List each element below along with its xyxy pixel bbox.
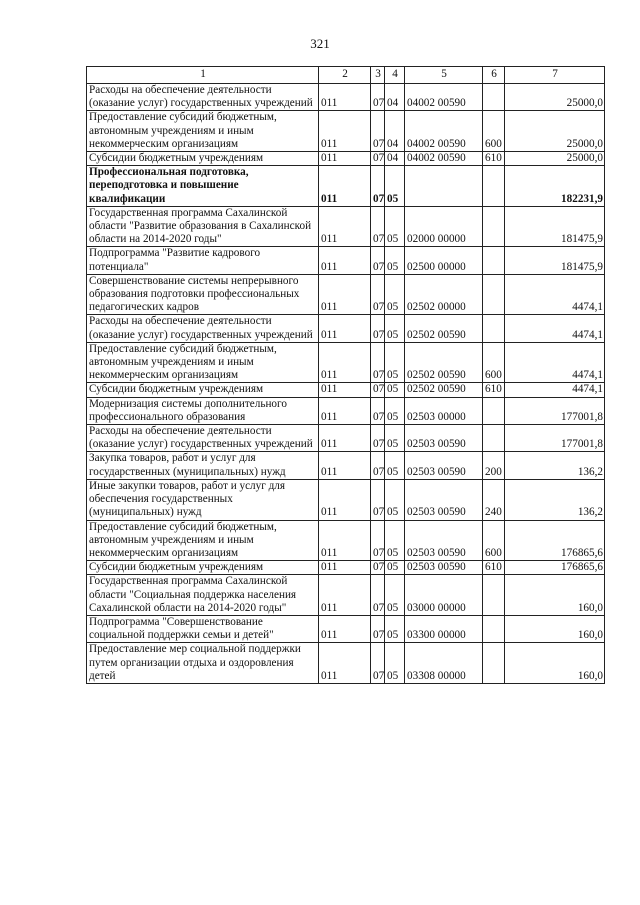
table-row	[87, 111, 605, 152]
item-name: Иные закупки товаров, работ и услуг для обеспечения государственных (муниципальных) нужд	[87, 479, 319, 520]
expense-type-code	[483, 274, 505, 315]
item-name: Предоставление субсидий бюджетным, автономным учреждениям и иным некоммерческим организациям	[87, 342, 319, 383]
section-code: 07	[371, 561, 385, 575]
subsection-code: 05	[385, 166, 405, 207]
table-row	[87, 152, 605, 166]
amount-value: 177001,8	[505, 397, 605, 424]
amount-value: 177001,8	[505, 425, 605, 452]
item-name: Расходы на обеспечение деятельности (оказание услуг) государственных учреждений	[87, 425, 319, 452]
subsection-code: 05	[385, 615, 405, 642]
target-article-code: 02503 00590	[405, 425, 483, 452]
subsection-code: 05	[385, 274, 405, 315]
admin-code: 011	[319, 383, 371, 397]
table-row	[87, 206, 605, 247]
section-code: 07	[371, 152, 385, 166]
column-header: 3	[371, 67, 385, 84]
page-number: 321	[310, 36, 330, 51]
admin-code: 011	[319, 452, 371, 479]
expense-type-code	[483, 425, 505, 452]
target-article-code: 02503 00590	[405, 452, 483, 479]
expense-type-code: 240	[483, 479, 505, 520]
admin-code: 011	[319, 479, 371, 520]
amount-value: 4474,1	[505, 383, 605, 397]
item-name: Совершенствование системы непрерывного образования подготовки профессиональных педагогических кадров	[87, 274, 319, 315]
section-code: 07	[371, 575, 385, 616]
table-row	[87, 166, 605, 207]
amount-value: 160,0	[505, 615, 605, 642]
target-article-code: 02502 00000	[405, 274, 483, 315]
target-article-code: 03300 00000	[405, 615, 483, 642]
admin-code: 011	[319, 111, 371, 152]
subsection-code: 05	[385, 315, 405, 342]
admin-code: 011	[319, 425, 371, 452]
expense-type-code	[483, 166, 505, 207]
item-name: Государственная программа Сахалинской области "Социальная поддержка населения Сахалинской области на 2014-2020 годы"	[87, 575, 319, 616]
expense-type-code: 610	[483, 383, 505, 397]
expense-type-code	[483, 643, 505, 684]
admin-code: 011	[319, 561, 371, 575]
column-header: 7	[505, 67, 605, 84]
target-article-code: 02502 00590	[405, 342, 483, 383]
target-article-code: 02000 00000	[405, 206, 483, 247]
subsection-code: 05	[385, 397, 405, 424]
amount-value: 181475,9	[505, 206, 605, 247]
table-row	[87, 452, 605, 479]
section-code: 07	[371, 111, 385, 152]
expense-type-code	[483, 575, 505, 616]
item-name: Предоставление субсидий бюджетным, автономным учреждениям и иным некоммерческим организациям	[87, 111, 319, 152]
amount-value: 160,0	[505, 643, 605, 684]
expense-type-code: 600	[483, 520, 505, 561]
table-row	[87, 383, 605, 397]
expense-type-code: 610	[483, 561, 505, 575]
section-code: 07	[371, 166, 385, 207]
subsection-code: 04	[385, 152, 405, 166]
subsection-code: 05	[385, 520, 405, 561]
subsection-code: 05	[385, 479, 405, 520]
table-row	[87, 520, 605, 561]
item-name: Субсидии бюджетным учреждениям	[87, 561, 319, 575]
item-name: Подпрограмма "Совершенствование социальной поддержки семьи и детей"	[87, 615, 319, 642]
table-row	[87, 425, 605, 452]
expense-type-code	[483, 247, 505, 274]
amount-value: 25000,0	[505, 111, 605, 152]
expense-type-code: 600	[483, 342, 505, 383]
section-code: 07	[371, 643, 385, 684]
admin-code: 011	[319, 342, 371, 383]
expense-type-code	[483, 397, 505, 424]
admin-code: 011	[319, 615, 371, 642]
section-code: 07	[371, 615, 385, 642]
amount-value: 4474,1	[505, 315, 605, 342]
item-name: Государственная программа Сахалинской области "Развитие образования в Сахалинской области на 2014-2020 годы"	[87, 206, 319, 247]
expense-type-code: 600	[483, 111, 505, 152]
table-row	[87, 247, 605, 274]
admin-code: 011	[319, 397, 371, 424]
target-article-code: 03000 00000	[405, 575, 483, 616]
section-code: 07	[371, 383, 385, 397]
subsection-code: 05	[385, 561, 405, 575]
item-name: Предоставление мер социальной поддержки путем организации отдыха и оздоровления детей	[87, 643, 319, 684]
admin-code: 011	[319, 315, 371, 342]
column-header: 5	[405, 67, 483, 84]
amount-value: 4474,1	[505, 274, 605, 315]
table-row	[87, 342, 605, 383]
amount-value: 182231,9	[505, 166, 605, 207]
target-article-code: 02502 00590	[405, 315, 483, 342]
item-name: Предоставление субсидий бюджетным, автономным учреждениям и иным некоммерческим организациям	[87, 520, 319, 561]
admin-code: 011	[319, 575, 371, 616]
section-code: 07	[371, 274, 385, 315]
item-name: Расходы на обеспечение деятельности (оказание услуг) государственных учреждений	[87, 315, 319, 342]
amount-value: 25000,0	[505, 84, 605, 111]
table-row	[87, 479, 605, 520]
section-code: 07	[371, 206, 385, 247]
column-header: 2	[319, 67, 371, 84]
subsection-code: 05	[385, 206, 405, 247]
target-article-code: 04002 00590	[405, 111, 483, 152]
column-header: 4	[385, 67, 405, 84]
table-row	[87, 561, 605, 575]
amount-value: 176865,6	[505, 561, 605, 575]
target-article-code: 02503 00590	[405, 479, 483, 520]
table-row	[87, 274, 605, 315]
target-article-code: 03308 00000	[405, 643, 483, 684]
section-code: 07	[371, 425, 385, 452]
amount-value: 25000,0	[505, 152, 605, 166]
subsection-code: 05	[385, 247, 405, 274]
subsection-code: 04	[385, 111, 405, 152]
admin-code: 011	[319, 247, 371, 274]
amount-value: 136,2	[505, 479, 605, 520]
amount-value: 181475,9	[505, 247, 605, 274]
admin-code: 011	[319, 166, 371, 207]
section-code: 07	[371, 84, 385, 111]
table-row	[87, 575, 605, 616]
amount-value: 176865,6	[505, 520, 605, 561]
section-code: 07	[371, 315, 385, 342]
column-header: 6	[483, 67, 505, 84]
amount-value: 4474,1	[505, 342, 605, 383]
section-code: 07	[371, 397, 385, 424]
target-article-code: 02502 00590	[405, 383, 483, 397]
item-name: Закупка товаров, работ и услуг для государственных (муниципальных) нужд	[87, 452, 319, 479]
admin-code: 011	[319, 206, 371, 247]
target-article-code: 04002 00590	[405, 152, 483, 166]
item-name: Модернизация системы дополнительного профессионального образования	[87, 397, 319, 424]
budget-table	[86, 66, 605, 684]
expense-type-code: 610	[483, 152, 505, 166]
amount-value: 160,0	[505, 575, 605, 616]
amount-value: 136,2	[505, 452, 605, 479]
table-row	[87, 84, 605, 111]
section-code: 07	[371, 452, 385, 479]
item-name: Субсидии бюджетным учреждениям	[87, 152, 319, 166]
item-name: Профессиональная подготовка, переподготовка и повышение квалификации	[87, 166, 319, 207]
target-article-code: 04002 00590	[405, 84, 483, 111]
admin-code: 011	[319, 84, 371, 111]
target-article-code: 02503 00590	[405, 520, 483, 561]
subsection-code: 04	[385, 84, 405, 111]
expense-type-code	[483, 615, 505, 642]
target-article-code: 02503 00000	[405, 397, 483, 424]
subsection-code: 05	[385, 342, 405, 383]
expense-type-code	[483, 315, 505, 342]
target-article-code: 02503 00590	[405, 561, 483, 575]
target-article-code: 02500 00000	[405, 247, 483, 274]
admin-code: 011	[319, 152, 371, 166]
target-article-code	[405, 166, 483, 207]
column-header: 1	[87, 67, 319, 84]
subsection-code: 05	[385, 575, 405, 616]
item-name: Подпрограмма "Развитие кадрового потенциала"	[87, 247, 319, 274]
table-row	[87, 643, 605, 684]
admin-code: 011	[319, 520, 371, 561]
item-name: Субсидии бюджетным учреждениям	[87, 383, 319, 397]
subsection-code: 05	[385, 643, 405, 684]
table-row	[87, 315, 605, 342]
column-header-row	[87, 67, 605, 84]
section-code: 07	[371, 479, 385, 520]
table-row	[87, 397, 605, 424]
admin-code: 011	[319, 274, 371, 315]
expense-type-code	[483, 206, 505, 247]
expense-type-code: 200	[483, 452, 505, 479]
item-name: Расходы на обеспечение деятельности (оказание услуг) государственных учреждений	[87, 84, 319, 111]
subsection-code: 05	[385, 383, 405, 397]
section-code: 07	[371, 247, 385, 274]
section-code: 07	[371, 342, 385, 383]
section-code: 07	[371, 520, 385, 561]
subsection-code: 05	[385, 452, 405, 479]
subsection-code: 05	[385, 425, 405, 452]
table-row	[87, 615, 605, 642]
expense-type-code	[483, 84, 505, 111]
admin-code: 011	[319, 643, 371, 684]
